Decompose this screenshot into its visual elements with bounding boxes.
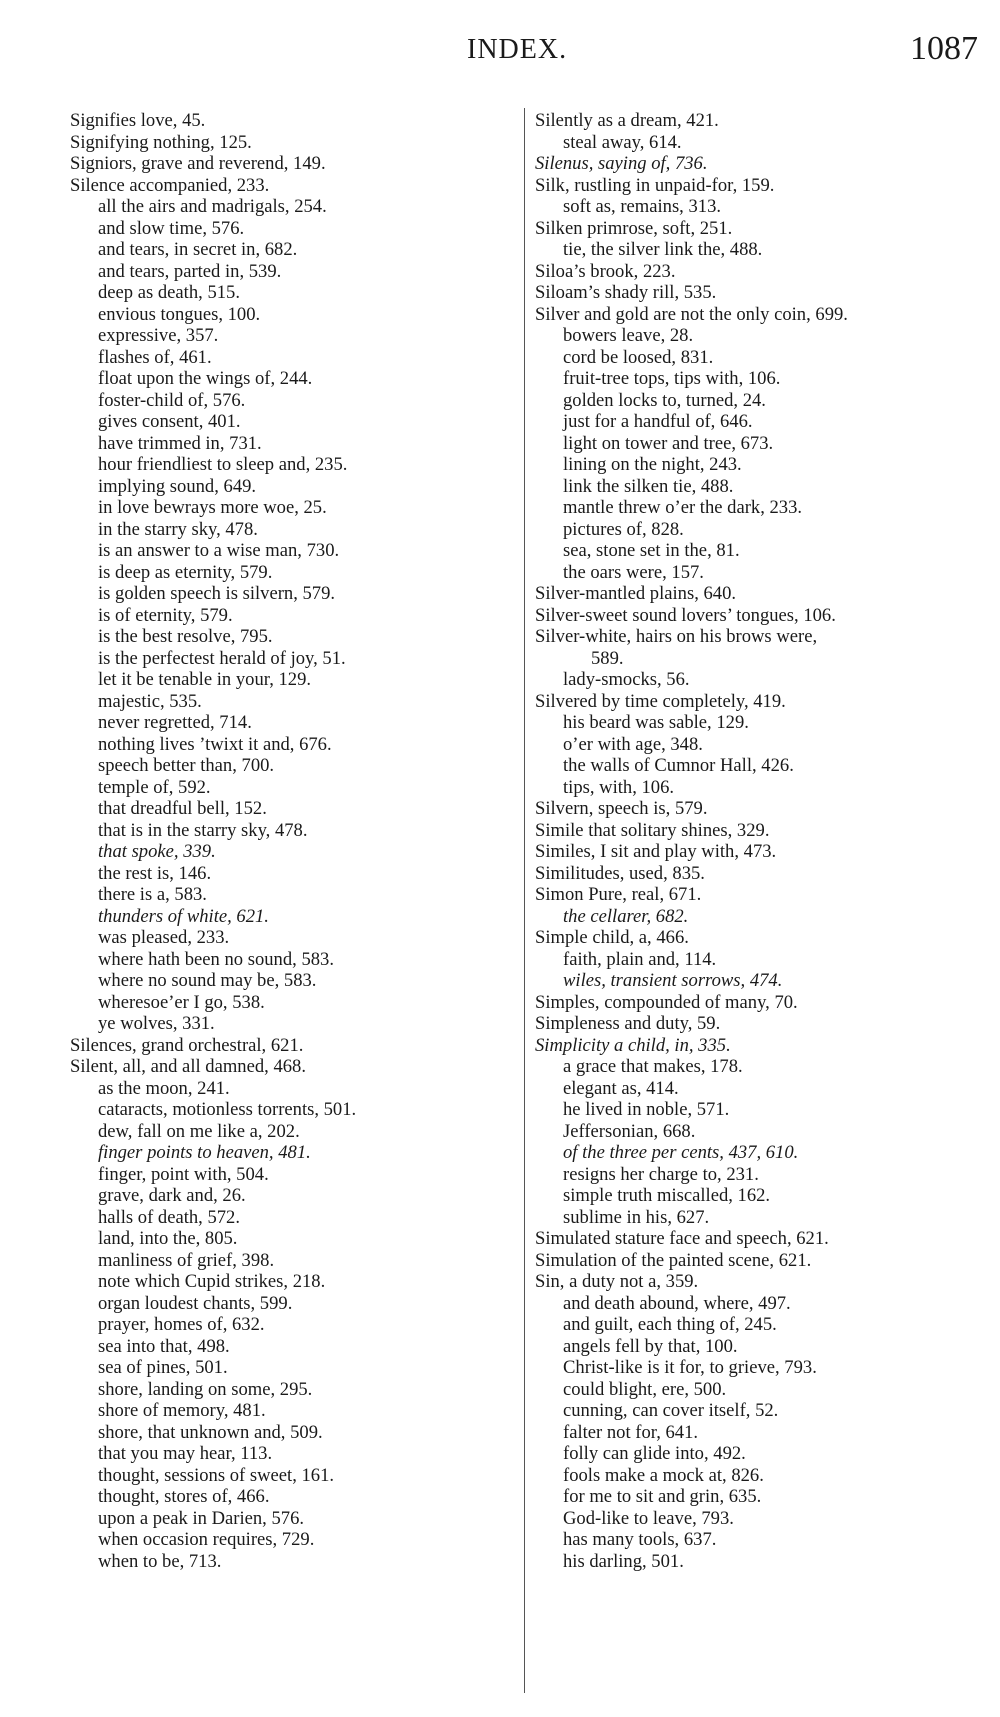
index-subentry: sea, stone set in the, 81. xyxy=(563,540,740,561)
index-subentry: fools make a mock at, 826. xyxy=(563,1464,764,1486)
index-subentry: of the three per cents, 437, 610. xyxy=(563,1142,799,1163)
right-index-column xyxy=(535,110,985,1572)
index-subentry: he lived in noble, 571. xyxy=(563,1099,730,1120)
index-entry: Simple child, a, 466. xyxy=(535,927,689,948)
index-subentry: ye wolves, 331. xyxy=(98,1013,215,1034)
index-entry: Similitudes, used, 835. xyxy=(535,862,705,884)
index-subentry: flashes of, 461. xyxy=(98,346,212,368)
index-subentry: float upon the wings of, 244. xyxy=(98,368,313,389)
index-subentry: speech better than, 700. xyxy=(98,755,275,776)
index-entry: Simpleness and duty, 59. xyxy=(535,1013,721,1034)
index-entry: Silent, all, and all damned, 468. xyxy=(70,1056,306,1077)
index-subentry: temple of, 592. xyxy=(98,776,211,798)
index-entry: Silver-sweet sound lovers’ tongues, 106. xyxy=(535,604,836,626)
index-subentry: pictures of, 828. xyxy=(563,518,684,540)
index-subentry: when to be, 713. xyxy=(98,1550,222,1572)
index-subentry: where hath been no sound, 583. xyxy=(98,948,334,970)
index-subentry: resigns her charge to, 231. xyxy=(563,1163,759,1185)
index-entry: Siloam’s shady rill, 535. xyxy=(535,282,717,303)
page-number: 1087 xyxy=(910,30,978,67)
index-subentry: nothing lives ’twixt it and, 676. xyxy=(98,733,332,755)
index-subentry: for me to sit and grin, 635. xyxy=(563,1486,762,1507)
index-subentry: golden locks to, turned, 24. xyxy=(563,389,766,411)
index-subentry: is the perfectest herald of joy, 51. xyxy=(98,647,346,669)
index-subentry: fruit-tree tops, tips with, 106. xyxy=(563,368,781,389)
index-subentry: manliness of grief, 398. xyxy=(98,1249,275,1271)
index-subentry: could blight, ere, 500. xyxy=(563,1378,727,1400)
index-subentry: 589. xyxy=(591,647,624,669)
index-subentry: shore, that unknown and, 509. xyxy=(98,1421,323,1443)
index-subentry: the rest is, 146. xyxy=(98,862,212,884)
index-subentry: lady-smocks, 56. xyxy=(563,669,690,690)
index-subentry: the oars were, 157. xyxy=(563,561,704,583)
index-subentry: cataracts, motionless torrents, 501. xyxy=(98,1099,357,1120)
index-subentry: as the moon, 241. xyxy=(98,1077,230,1099)
index-subentry: grave, dark and, 26. xyxy=(98,1185,246,1206)
index-entry: Simulated stature face and speech, 621. xyxy=(535,1228,829,1249)
index-subentry: cord be loosed, 831. xyxy=(563,346,714,368)
index-entry: Signifies love, 45. xyxy=(70,110,206,131)
index-entry: Similes, I sit and play with, 473. xyxy=(535,841,777,862)
index-entry: Silenus, saying of, 736. xyxy=(535,153,708,174)
index-subentry: implying sound, 649. xyxy=(98,475,257,497)
index-subentry: thunders of white, 621. xyxy=(98,905,269,927)
index-subentry: has many tools, 637. xyxy=(563,1529,717,1550)
index-subentry: majestic, 535. xyxy=(98,690,202,712)
index-entry: Simplicity a child, in, 335. xyxy=(535,1034,731,1056)
index-subentry: expressive, 357. xyxy=(98,325,219,346)
index-subentry: and tears, parted in, 539. xyxy=(98,260,282,282)
index-subentry: light on tower and tree, 673. xyxy=(563,432,774,454)
index-subentry: never regretted, 714. xyxy=(98,712,252,733)
index-subentry: gives consent, 401. xyxy=(98,411,241,432)
index-subentry: land, into the, 805. xyxy=(98,1228,238,1249)
index-subentry: there is a, 583. xyxy=(98,884,207,905)
index-subentry: upon a peak in Darien, 576. xyxy=(98,1507,305,1529)
index-subentry: tie, the silver link the, 488. xyxy=(563,239,763,260)
index-subentry: Jeffersonian, 668. xyxy=(563,1120,696,1142)
index-entry: Silken primrose, soft, 251. xyxy=(535,217,733,239)
index-subentry: bowers leave, 28. xyxy=(563,325,694,346)
left-index-column xyxy=(70,110,510,1572)
index-entry: Silver-white, hairs on his brows were, xyxy=(535,626,818,647)
index-entry: Silvern, speech is, 579. xyxy=(535,798,708,819)
index-entry: Silence accompanied, 233. xyxy=(70,174,270,196)
index-subentry: is golden speech is silvern, 579. xyxy=(98,583,336,604)
index-entry: Silvered by time completely, 419. xyxy=(535,690,786,712)
index-subentry: organ loudest chants, 599. xyxy=(98,1292,293,1314)
index-subentry: foster-child of, 576. xyxy=(98,389,246,411)
index-subentry: simple truth miscalled, 162. xyxy=(563,1185,771,1206)
index-subentry: lining on the night, 243. xyxy=(563,454,742,475)
index-entry: Signifying nothing, 125. xyxy=(70,131,252,153)
index-entry: Simulation of the painted scene, 621. xyxy=(535,1249,812,1271)
index-subentry: sublime in his, 627. xyxy=(563,1206,710,1228)
index-subentry: wheresoe’er I go, 538. xyxy=(98,991,265,1013)
index-subentry: hour friendliest to sleep and, 235. xyxy=(98,454,348,475)
index-subentry: is the best resolve, 795. xyxy=(98,626,273,647)
index-subentry: faith, plain and, 114. xyxy=(563,948,717,970)
index-subentry: have trimmed in, 731. xyxy=(98,432,262,454)
index-entry: Simile that solitary shines, 329. xyxy=(535,819,770,841)
index-subentry: just for a handful of, 646. xyxy=(563,411,753,432)
index-subentry: prayer, homes of, 632. xyxy=(98,1314,265,1335)
index-subentry: cunning, can cover itself, 52. xyxy=(563,1400,779,1421)
page-title: INDEX. xyxy=(467,34,568,65)
index-subentry: is an answer to a wise man, 730. xyxy=(98,540,340,561)
index-subentry: steal away, 614. xyxy=(563,131,682,153)
index-entry: Simon Pure, real, 671. xyxy=(535,884,702,905)
index-subentry: Christ-like is it for, to grieve, 793. xyxy=(563,1357,817,1378)
index-subentry: a grace that makes, 178. xyxy=(563,1056,743,1077)
index-entry: Silk, rustling in unpaid-for, 159. xyxy=(535,174,775,196)
index-subentry: sea into that, 498. xyxy=(98,1335,230,1357)
index-subentry: thought, sessions of sweet, 161. xyxy=(98,1464,335,1486)
index-subentry: dew, fall on me like a, 202. xyxy=(98,1120,300,1142)
index-subentry: all the airs and madrigals, 254. xyxy=(98,196,327,217)
index-subentry: link the silken tie, 488. xyxy=(563,475,734,497)
index-subentry: folly can glide into, 492. xyxy=(563,1443,746,1464)
index-subentry: and slow time, 576. xyxy=(98,217,245,239)
index-entry: Signiors, grave and reverend, 149. xyxy=(70,153,326,174)
index-entry: Silver-mantled plains, 640. xyxy=(535,583,737,604)
index-subentry: God-like to leave, 793. xyxy=(563,1507,734,1529)
index-subentry: elegant as, 414. xyxy=(563,1077,679,1099)
index-subentry: falter not for, 641. xyxy=(563,1421,699,1443)
index-subentry: mantle threw o’er the dark, 233. xyxy=(563,497,803,518)
index-subentry: the walls of Cumnor Hall, 426. xyxy=(563,755,794,776)
index-subentry: deep as death, 515. xyxy=(98,282,240,303)
index-subentry: soft as, remains, 313. xyxy=(563,196,722,217)
index-subentry: thought, stores of, 466. xyxy=(98,1486,270,1507)
index-subentry: where no sound may be, 583. xyxy=(98,970,317,991)
index-entry: Sin, a duty not a, 359. xyxy=(535,1271,699,1292)
index-subentry: envious tongues, 100. xyxy=(98,303,261,325)
index-subentry: let it be tenable in your, 129. xyxy=(98,669,312,690)
index-subentry: is of eternity, 579. xyxy=(98,604,233,626)
index-subentry: in love bewrays more woe, 25. xyxy=(98,497,327,518)
index-subentry: angels fell by that, 100. xyxy=(563,1335,738,1357)
index-subentry: sea of pines, 501. xyxy=(98,1357,228,1378)
index-entry: Siloa’s brook, 223. xyxy=(535,260,676,282)
index-entry: Silently as a dream, 421. xyxy=(535,110,719,131)
index-subentry: shore of memory, 481. xyxy=(98,1400,266,1421)
index-subentry: shore, landing on some, 295. xyxy=(98,1378,313,1400)
index-entry: Simples, compounded of many, 70. xyxy=(535,991,798,1013)
index-entry: Silences, grand orchestral, 621. xyxy=(70,1034,304,1056)
index-subentry: and guilt, each thing of, 245. xyxy=(563,1314,777,1335)
index-subentry: his darling, 501. xyxy=(563,1550,684,1572)
index-subentry: wiles, transient sorrows, 474. xyxy=(563,970,783,991)
index-subentry: tips, with, 106. xyxy=(563,776,675,798)
index-subentry: that you may hear, 113. xyxy=(98,1443,273,1464)
index-subentry: o’er with age, 348. xyxy=(563,733,703,755)
index-subentry: note which Cupid strikes, 218. xyxy=(98,1271,326,1292)
index-subentry: and death abound, where, 497. xyxy=(563,1292,791,1314)
index-subentry: that is in the starry sky, 478. xyxy=(98,819,308,841)
index-subentry: finger, point with, 504. xyxy=(98,1163,269,1185)
index-subentry: was pleased, 233. xyxy=(98,927,230,948)
column-divider xyxy=(524,108,525,1693)
index-subentry: the cellarer, 682. xyxy=(563,905,689,927)
index-subentry: his beard was sable, 129. xyxy=(563,712,749,733)
index-subentry: and tears, in secret in, 682. xyxy=(98,239,298,260)
index-subentry: is deep as eternity, 579. xyxy=(98,561,273,583)
index-subentry: finger points to heaven, 481. xyxy=(98,1142,311,1163)
index-entry: Silver and gold are not the only coin, 699. xyxy=(535,303,848,325)
index-subentry: that dreadful bell, 152. xyxy=(98,798,267,819)
index-subentry: in the starry sky, 478. xyxy=(98,518,258,540)
index-subentry: that spoke, 339. xyxy=(98,841,216,862)
index-subentry: when occasion requires, 729. xyxy=(98,1529,315,1550)
index-subentry: halls of death, 572. xyxy=(98,1206,241,1228)
